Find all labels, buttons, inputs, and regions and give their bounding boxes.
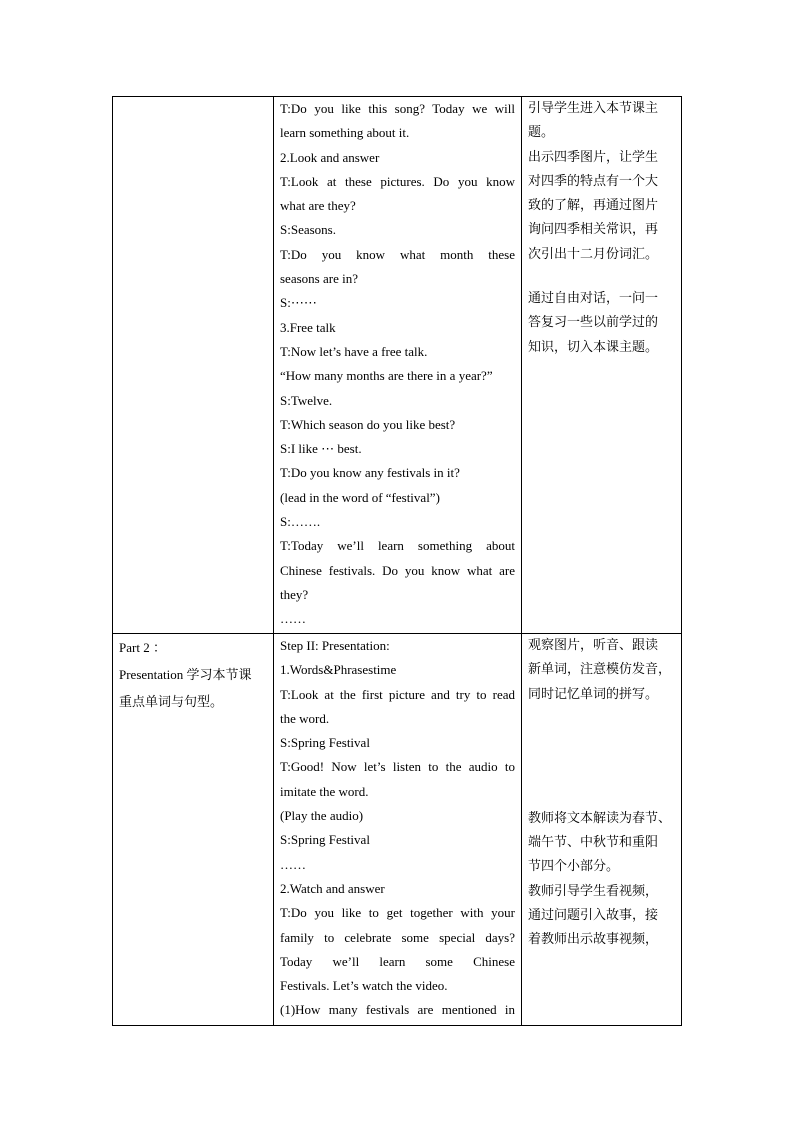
text-line: 着教师出示故事视频， — [528, 932, 659, 948]
text-line: T:Look at these pictures. Do you know — [280, 173, 515, 189]
text-line: learn something about it. — [280, 125, 410, 141]
text-line: S:Spring Festival — [280, 832, 370, 848]
text-line: 端午节、中秋节和重阳 — [528, 835, 659, 851]
text-line: …… — [280, 611, 306, 627]
text-line: 次引出十二月份词汇。 — [528, 246, 659, 262]
text-line: 题。 — [528, 125, 555, 141]
text-line: family to celebrate some special days? — [280, 929, 515, 945]
procedure-cell — [274, 97, 522, 634]
text-line: 通过自由对话，一问一 — [528, 291, 659, 307]
intent-cell — [522, 97, 682, 634]
text-line: 知识，切入本课主题。 — [528, 339, 659, 355]
stage-cell — [113, 634, 274, 1026]
text-line: 致的了解，再通过图片 — [528, 198, 659, 214]
stage-cell — [113, 97, 274, 634]
text-line: S:Twelve. — [280, 392, 333, 408]
text-line: they? — [280, 586, 309, 602]
text-line: 教师引导学生看视频， — [528, 883, 659, 899]
text-line: …… — [280, 856, 306, 872]
text-line: “How many months are there in a year?” — [280, 368, 493, 384]
text-line: seasons are in? — [280, 271, 358, 287]
text-line: T:Do you know what month these — [280, 246, 515, 262]
text-line: 答复习一些以前学过的 — [528, 315, 659, 331]
text-line: 观察图片，听音、跟读 — [528, 638, 659, 653]
text-line: Today we’ll learn some Chinese — [280, 953, 515, 969]
text-line: Chinese festivals. Do you know what are — [280, 562, 515, 578]
text-line: Part 2 ： — [119, 640, 166, 655]
text-line: 引导学生进入本节课主 — [528, 101, 659, 116]
table-row — [113, 97, 682, 634]
text-line: 重点单词与句型。 — [119, 694, 224, 709]
text-line: 询问四季相关常识，再 — [528, 222, 659, 238]
text-line: the word. — [280, 710, 330, 726]
text-line: Presentation 学习本节课 — [119, 667, 252, 682]
text-line: S:I like ⋯ best. — [280, 441, 362, 457]
intent-cell — [522, 634, 682, 1026]
lesson-plan-table — [112, 96, 682, 1026]
text-line: T:Do you like to get together with your — [280, 905, 515, 921]
text-line: S:Seasons. — [280, 222, 336, 238]
text-line: S:⋯⋯ — [280, 295, 317, 311]
text-line: 1.Words&Phrasestime — [280, 662, 397, 678]
text-line: T:Which season do you like best? — [280, 416, 456, 432]
blank-line — [528, 727, 675, 747]
text-line: S:……. — [280, 514, 321, 530]
text-line: (Play the audio) — [280, 808, 364, 824]
text-line: S:Spring Festival — [280, 735, 370, 751]
text-line: (1)How many festivals are mentioned in — [280, 1002, 515, 1018]
text-line: T:Do you like this song? Today we will — [280, 101, 515, 116]
text-line: T:Now let’s have a free talk. — [280, 343, 428, 359]
text-line: T:Look at the first picture and try to read — [280, 686, 515, 702]
text-line: T:Do you know any festivals in it? — [280, 465, 460, 481]
table-row — [113, 634, 682, 1026]
blank-line — [528, 767, 675, 787]
text-line: 新单词，注意模仿发音， — [528, 662, 672, 678]
blank-line — [528, 747, 675, 767]
text-line: 节四个小部分。 — [528, 859, 620, 875]
text-line: (lead in the word of “festival”) — [280, 489, 440, 505]
text-line: 通过问题引入故事，接 — [528, 908, 659, 924]
text-line: Festivals. Let’s watch the video. — [280, 978, 448, 994]
text-line: imitate the word. — [280, 783, 369, 799]
text-line: Step II: Presentation: — [280, 638, 390, 653]
blank-line — [528, 707, 675, 727]
text-line: what are they? — [280, 198, 356, 214]
text-line: 2.Watch and answer — [280, 880, 385, 896]
blank-line — [528, 787, 675, 807]
text-line: T:Today we’ll learn something about — [280, 538, 515, 554]
text-line: 同时记忆单词的拼写。 — [528, 686, 659, 702]
blank-line — [528, 267, 675, 287]
text-line: 2.Look and answer — [280, 149, 380, 165]
text-line: 教师将文本解读为春节、 — [528, 810, 672, 826]
text-line: T:Good! Now let’s listen to the audio to — [280, 759, 515, 775]
text-line: 3.Free talk — [280, 319, 336, 335]
text-line: 出示四季图片，让学生 — [528, 149, 659, 165]
text-line: 对四季的特点有一个大 — [528, 173, 659, 189]
procedure-cell — [274, 634, 522, 1026]
